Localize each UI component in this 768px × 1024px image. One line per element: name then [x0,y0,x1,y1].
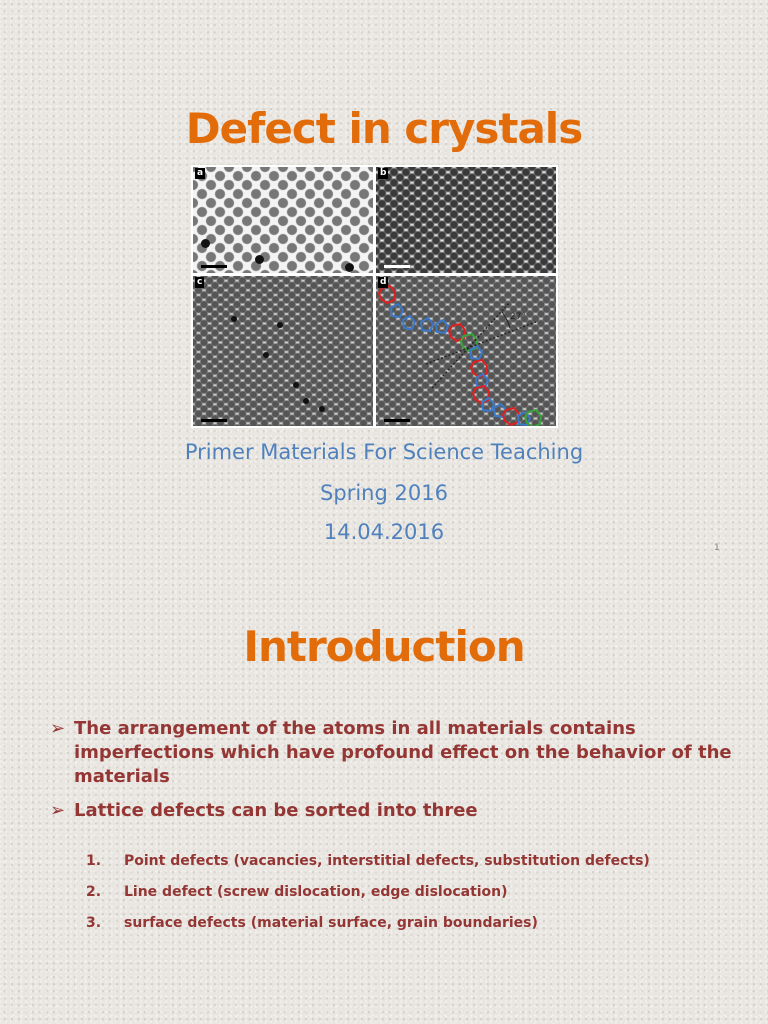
course-name: Primer Materials For Science Teaching [184,440,584,464]
semester: Spring 2016 [320,481,448,505]
numbered-item [86,850,746,872]
figure-panel-a [193,167,373,273]
defect-spot [303,398,309,404]
bullet-list [50,717,740,833]
panel-label-b: b [380,168,387,178]
heptagon-marker [503,408,519,425]
numbered-list [86,850,746,943]
pentagon-marker [436,320,448,333]
panel-label-a: a [197,168,204,178]
figure-panel-d [376,276,556,426]
heptagon-marker [379,286,395,303]
item-number: 1. [86,853,102,869]
scale-bar [384,419,410,422]
scale-bar [201,419,227,422]
defect-spot [263,352,269,358]
arrow-bullet-icon: ➢ [50,718,66,739]
defect-spot [293,382,299,388]
pentagon-marker [494,404,506,417]
bullet-item [50,717,740,789]
angle-label: 27° [510,312,526,322]
introduction-slide [0,600,768,1024]
numbered-item [86,881,746,903]
item-text: surface defects (material surface, grain boundaries) [124,915,538,931]
angle-line [432,302,510,388]
pentagon-marker [421,318,433,331]
arrow-bullet-icon: ➢ [50,800,66,821]
panel-label-c: c [197,277,203,287]
scale-bar [201,265,227,268]
scale-bar [384,265,410,268]
heptagon-marker [525,410,541,426]
pentagon-marker [391,304,403,317]
defect-spot [201,239,210,248]
item-number: 3. [86,915,102,931]
pentagon-marker [403,316,415,329]
item-number: 2. [86,884,102,900]
defect-spot [319,406,325,412]
figure-panel-c [193,276,373,426]
defect-spot [255,255,264,264]
item-text: Point defects (vacancies, interstitial defects, substitution defects) [124,853,650,869]
item-text: Line defect (screw dislocation, edge dislocation) [124,884,508,900]
crystal-defect-figure [191,165,558,428]
defect-spot [345,263,354,272]
panel-label-d: d [380,277,387,287]
defect-spot [231,316,237,322]
bullet-text: The arrangement of the atoms in all materials contains imperfections which have profound effect on the behavior of the materials [74,718,732,787]
angle-line [426,322,536,364]
date: 14.04.2016 [323,520,445,544]
page-number: 1 [714,543,720,553]
angle-arc [502,312,510,328]
slide-title: Defect in crystals [185,104,583,153]
figure-panel-b [376,167,556,273]
bullet-item [50,799,740,823]
defect-spot [277,322,283,328]
slide-title: Introduction [243,622,525,671]
numbered-item [86,912,746,934]
bullet-text: Lattice defects can be sorted into three [74,800,478,821]
grain-boundary-overlay [376,276,556,426]
